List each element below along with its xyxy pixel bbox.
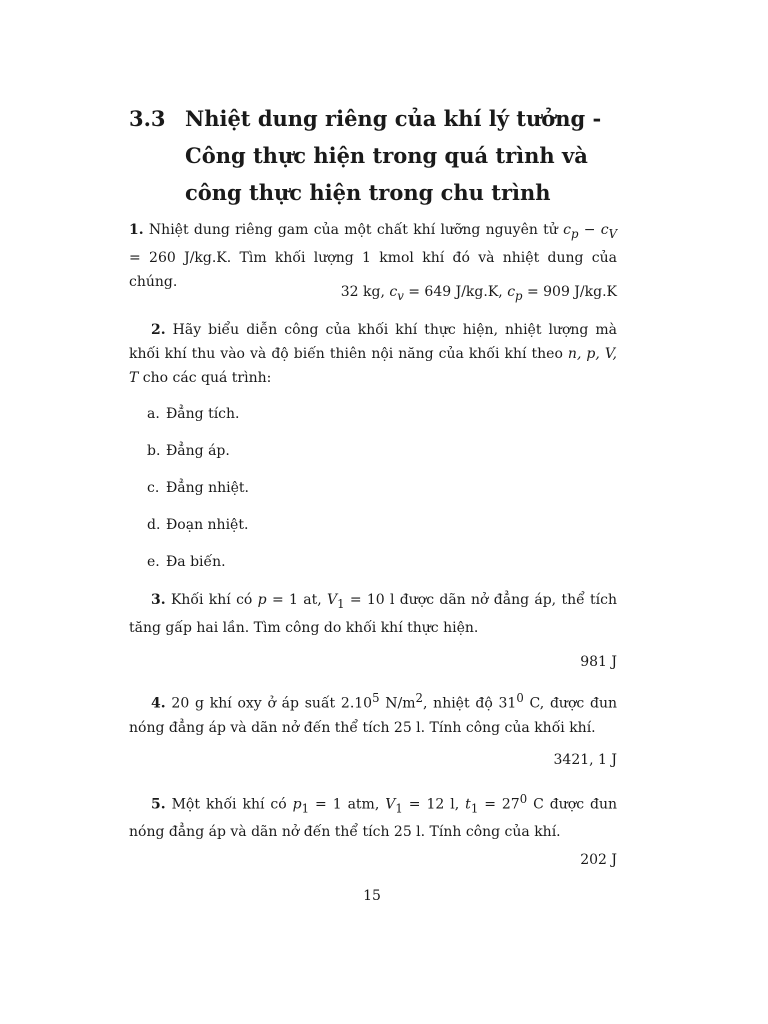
problem-text-part: C, được đun nóng đẳng áp và dãn nở đến thể tích 25 l. Tính công của khối khí. — [129, 695, 617, 736]
math-symbol: p — [292, 796, 302, 813]
problem-text-part: Khối khí có — [170, 592, 258, 608]
problem-text-part: N/m — [379, 695, 416, 712]
item-label: b. — [147, 443, 161, 459]
problem-text-part: = 12 l, — [402, 796, 466, 813]
problem-text-part: = 1 atm, — [309, 796, 386, 813]
problem-5 — [129, 787, 617, 844]
problem-number: 2. — [151, 322, 166, 338]
problem-text-part: cho các quá trình: — [138, 370, 272, 386]
problem-number: 5. — [151, 796, 166, 813]
problem-text-part: Một khối khí có — [171, 796, 293, 813]
math-subscript: V — [608, 226, 618, 241]
math-superscript: 2 — [415, 691, 423, 705]
answer-part: = 909 J/kg.K — [522, 284, 617, 300]
math-superscript: 5 — [372, 691, 380, 705]
math-symbol: p — [257, 592, 267, 608]
problem-text-part: 20 g khí oxy ở áp suất 2.10 — [171, 695, 373, 712]
problem-2 — [129, 318, 617, 390]
math-subscript: 1 — [395, 801, 403, 816]
math-superscript: 0 — [519, 792, 528, 806]
problem-text-part: = 10 l được dãn nở đẳng áp, thể tích tăng gấp hai lần. Tìm công do khối khí thực hiện. — [129, 592, 617, 636]
answer-part: 32 kg, — [340, 284, 390, 300]
math-symbol: t — [465, 796, 471, 813]
problem-number: 3. — [151, 592, 166, 608]
math-symbol: c — [600, 222, 609, 238]
math-superscript: 0 — [516, 691, 524, 705]
problem-text-part: , nhiệt độ 31 — [422, 695, 517, 712]
math-symbol: c — [507, 284, 516, 300]
problem-number: 4. — [151, 695, 166, 712]
page-number: 15 — [363, 888, 381, 904]
problem-text-part: = 1 at, — [266, 592, 327, 608]
problem-text-part: C được đun nóng đẳng áp và dãn nở đến thể tích 25 l. Tính công của khí. — [129, 796, 618, 841]
math-symbol: V — [326, 592, 338, 608]
item-label: e. — [147, 554, 160, 570]
math-subscript: v — [397, 288, 404, 303]
math-subscript: 1 — [337, 596, 345, 611]
answer-1 — [341, 282, 617, 306]
math-variables: n, p, V, T — [129, 346, 617, 386]
list-item — [147, 404, 240, 424]
list-item — [147, 478, 249, 498]
math-symbol: V — [385, 796, 396, 813]
list-item — [147, 552, 226, 572]
item-text: Đẳng nhiệt. — [166, 480, 249, 496]
item-text: Đẳng tích. — [166, 406, 240, 422]
list-item — [147, 441, 230, 461]
problem-text-part: = 260 J/kg.K. Tìm khối lượng 1 kmol khí đó và nhiệt dung của chúng. — [129, 249, 617, 290]
item-text: Đẳng áp. — [166, 443, 230, 459]
problem-number: 1. — [129, 222, 144, 238]
list-item — [147, 515, 248, 535]
item-text: Đa biến. — [166, 554, 226, 570]
answer-part: = 649 J/kg.K, — [403, 284, 508, 300]
section-title: Nhiệt dung riêng của khí lý tưởng - Công thực hiện trong quá trình và công thực hiện trong chu trình — [185, 106, 602, 205]
section-number: 3.3 — [129, 106, 166, 131]
problem-text-part: Nhiệt dung riêng gam của một chất khí lưỡng nguyên tử — [148, 222, 564, 238]
math-operator: − — [583, 222, 596, 238]
math-subscript: 1 — [301, 801, 310, 816]
item-text: Đoạn nhiệt. — [166, 517, 249, 533]
item-label: d. — [147, 517, 161, 533]
item-label: a. — [147, 406, 160, 422]
math-subscript: 1 — [470, 801, 479, 816]
problem-3 — [129, 588, 617, 640]
item-label: c. — [147, 480, 160, 496]
answer-4: 3421, 1 J — [553, 752, 617, 768]
math-subscript: p — [515, 288, 523, 303]
problem-text-part: = 27 — [478, 796, 520, 813]
answer-5: 202 J — [580, 852, 617, 868]
math-symbol: c — [389, 284, 398, 300]
math-subscript: p — [570, 226, 579, 241]
problem-4 — [129, 686, 617, 740]
math-symbol: c — [563, 222, 571, 238]
problem-text-part: Hãy biểu diễn công của khối khí thực hiện, nhiệt lượng mà khối khí thu vào và độ biến thiên nội năng của khối khí theo — [129, 322, 617, 362]
answer-3: 981 J — [580, 654, 617, 670]
